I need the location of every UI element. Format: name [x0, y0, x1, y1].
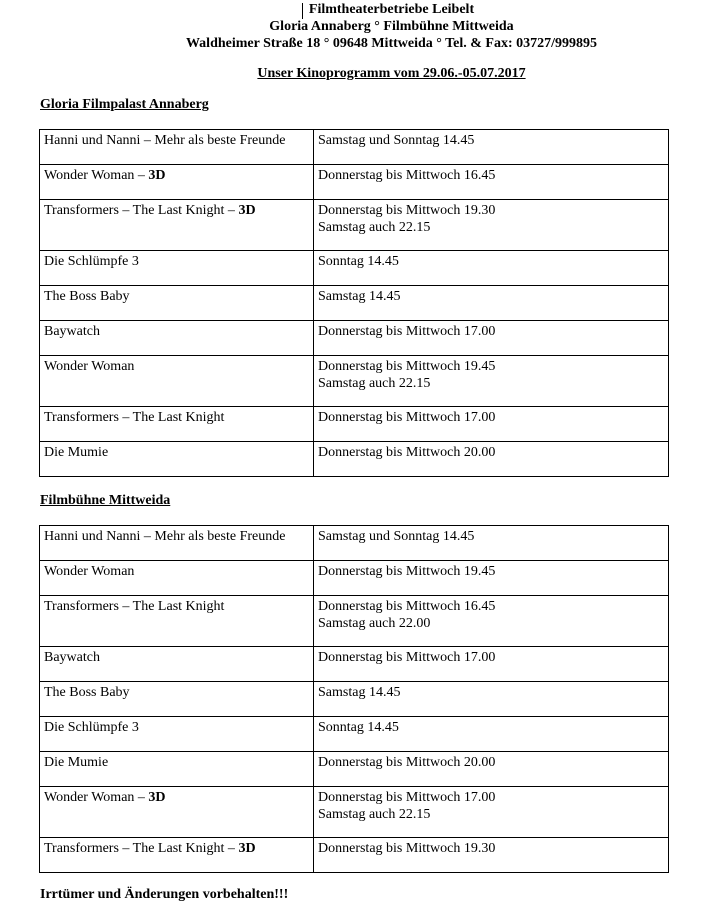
- program-table-annaberg: [39, 129, 669, 477]
- table-row: [40, 526, 669, 561]
- film-title: Hanni und Nanni – Mehr als beste Freunde: [44, 529, 286, 544]
- showtime: Donnerstag bis Mittwoch 19.45: [318, 359, 496, 374]
- times-cell: [314, 682, 669, 717]
- film-title: Transformers – The Last Knight: [44, 599, 225, 614]
- film-title: Transformers – The Last Knight: [44, 410, 225, 425]
- showtime: Donnerstag bis Mittwoch 17.00: [318, 324, 496, 339]
- film-title: Die Schlümpfe 3: [44, 720, 139, 735]
- film-cell: [40, 682, 314, 717]
- program-table-mittweida: [39, 525, 669, 873]
- showtime: Samstag und Sonntag 14.45: [318, 133, 475, 148]
- film-title: Hanni und Nanni – Mehr als beste Freunde: [44, 133, 286, 148]
- film-title: The Boss Baby: [44, 685, 130, 700]
- film-cell: [40, 130, 314, 165]
- table-row: [40, 752, 669, 787]
- times-cell: [314, 752, 669, 787]
- showtime: Donnerstag bis Mittwoch 16.45: [318, 599, 496, 614]
- times-cell: [314, 838, 669, 873]
- table-row: [40, 251, 669, 286]
- film-title: Baywatch: [44, 650, 100, 665]
- showtime-extra: Samstag auch 22.00: [318, 616, 431, 631]
- table-row: [40, 407, 669, 442]
- film-cell: [40, 407, 314, 442]
- showtime: Sonntag 14.45: [318, 720, 399, 735]
- film-title: The Boss Baby: [44, 289, 130, 304]
- times-cell: [314, 442, 669, 477]
- showtime: Samstag 14.45: [318, 289, 401, 304]
- showtime: Sonntag 14.45: [318, 254, 399, 269]
- film-title: Transformers – The Last Knight –: [44, 203, 239, 218]
- film-title: Wonder Woman –: [44, 168, 149, 183]
- table-row: [40, 442, 669, 477]
- showtime: Donnerstag bis Mittwoch 19.30: [318, 841, 496, 856]
- table-row: [40, 356, 669, 407]
- section-title-mittweida: Filmbühne Mittweida: [40, 493, 171, 508]
- film-cell: [40, 251, 314, 286]
- times-cell: [314, 561, 669, 596]
- film-cell: [40, 200, 314, 251]
- times-cell: [314, 251, 669, 286]
- showtime: Donnerstag bis Mittwoch 17.00: [318, 790, 496, 805]
- times-cell: [314, 165, 669, 200]
- table-row: [40, 596, 669, 647]
- film-cell: [40, 286, 314, 321]
- film-cell: [40, 838, 314, 873]
- film-cell: [40, 526, 314, 561]
- times-cell: [314, 356, 669, 407]
- times-cell: [314, 526, 669, 561]
- table-row: [40, 838, 669, 873]
- format-3d: 3D: [148, 790, 166, 805]
- film-title: Die Schlümpfe 3: [44, 254, 139, 269]
- film-cell: [40, 561, 314, 596]
- times-cell: [314, 787, 669, 838]
- section-title-annaberg: Gloria Filmpalast Annaberg: [40, 97, 209, 112]
- film-cell: [40, 752, 314, 787]
- film-title: Die Mumie: [44, 445, 109, 460]
- times-cell: [314, 200, 669, 251]
- showtime: Donnerstag bis Mittwoch 20.00: [318, 755, 496, 770]
- format-3d: 3D: [238, 203, 256, 218]
- showtime: Samstag 14.45: [318, 685, 401, 700]
- film-title: Die Mumie: [44, 755, 109, 770]
- times-cell: [314, 286, 669, 321]
- table-row: [40, 165, 669, 200]
- film-cell: [40, 321, 314, 356]
- film-title: Wonder Woman: [44, 359, 135, 374]
- table-row: [40, 647, 669, 682]
- cinemas-line: Gloria Annaberg ° Filmbühne Mittweida: [269, 19, 514, 34]
- times-cell: [314, 130, 669, 165]
- format-3d: 3D: [148, 168, 166, 183]
- table-row: [40, 130, 669, 165]
- times-cell: [314, 647, 669, 682]
- film-title: Wonder Woman: [44, 564, 135, 579]
- table-row: [40, 200, 669, 251]
- showtime-extra: Samstag auch 22.15: [318, 220, 431, 235]
- film-cell: [40, 647, 314, 682]
- film-cell: [40, 787, 314, 838]
- showtime: Donnerstag bis Mittwoch 17.00: [318, 650, 496, 665]
- showtime: Donnerstag bis Mittwoch 19.45: [318, 564, 496, 579]
- film-cell: [40, 442, 314, 477]
- film-cell: [40, 356, 314, 407]
- showtime-extra: Samstag auch 22.15: [318, 376, 431, 391]
- film-title: Wonder Woman –: [44, 790, 149, 805]
- table-row: [40, 321, 669, 356]
- times-cell: [314, 717, 669, 752]
- times-cell: [314, 596, 669, 647]
- showtime: Donnerstag bis Mittwoch 17.00: [318, 410, 496, 425]
- address-line: Waldheimer Straße 18 ° 09648 Mittweida ° Tel. & Fax: 03727/999895: [185, 36, 598, 51]
- company-name: Filmtheaterbetriebe Leibelt: [308, 2, 475, 17]
- times-cell: [314, 321, 669, 356]
- times-cell: [314, 407, 669, 442]
- showtime: Samstag und Sonntag 14.45: [318, 529, 475, 544]
- table-row: [40, 717, 669, 752]
- showtime-extra: Samstag auch 22.15: [318, 807, 431, 822]
- film-cell: [40, 596, 314, 647]
- showtime: Donnerstag bis Mittwoch 19.30: [318, 203, 496, 218]
- table-row: [40, 787, 669, 838]
- table-row: [40, 682, 669, 717]
- table-row: [40, 561, 669, 596]
- disclaimer: Irrtümer und Änderungen vorbehalten!!!: [40, 887, 289, 902]
- film-cell: [40, 165, 314, 200]
- showtime: Donnerstag bis Mittwoch 16.45: [318, 168, 496, 183]
- program-title: Unser Kinoprogramm vom 29.06.-05.07.2017: [257, 66, 526, 81]
- film-title: Transformers – The Last Knight –: [44, 841, 239, 856]
- table-row: [40, 286, 669, 321]
- film-title: Baywatch: [44, 324, 100, 339]
- showtime: Donnerstag bis Mittwoch 20.00: [318, 445, 496, 460]
- format-3d: 3D: [238, 841, 256, 856]
- film-cell: [40, 717, 314, 752]
